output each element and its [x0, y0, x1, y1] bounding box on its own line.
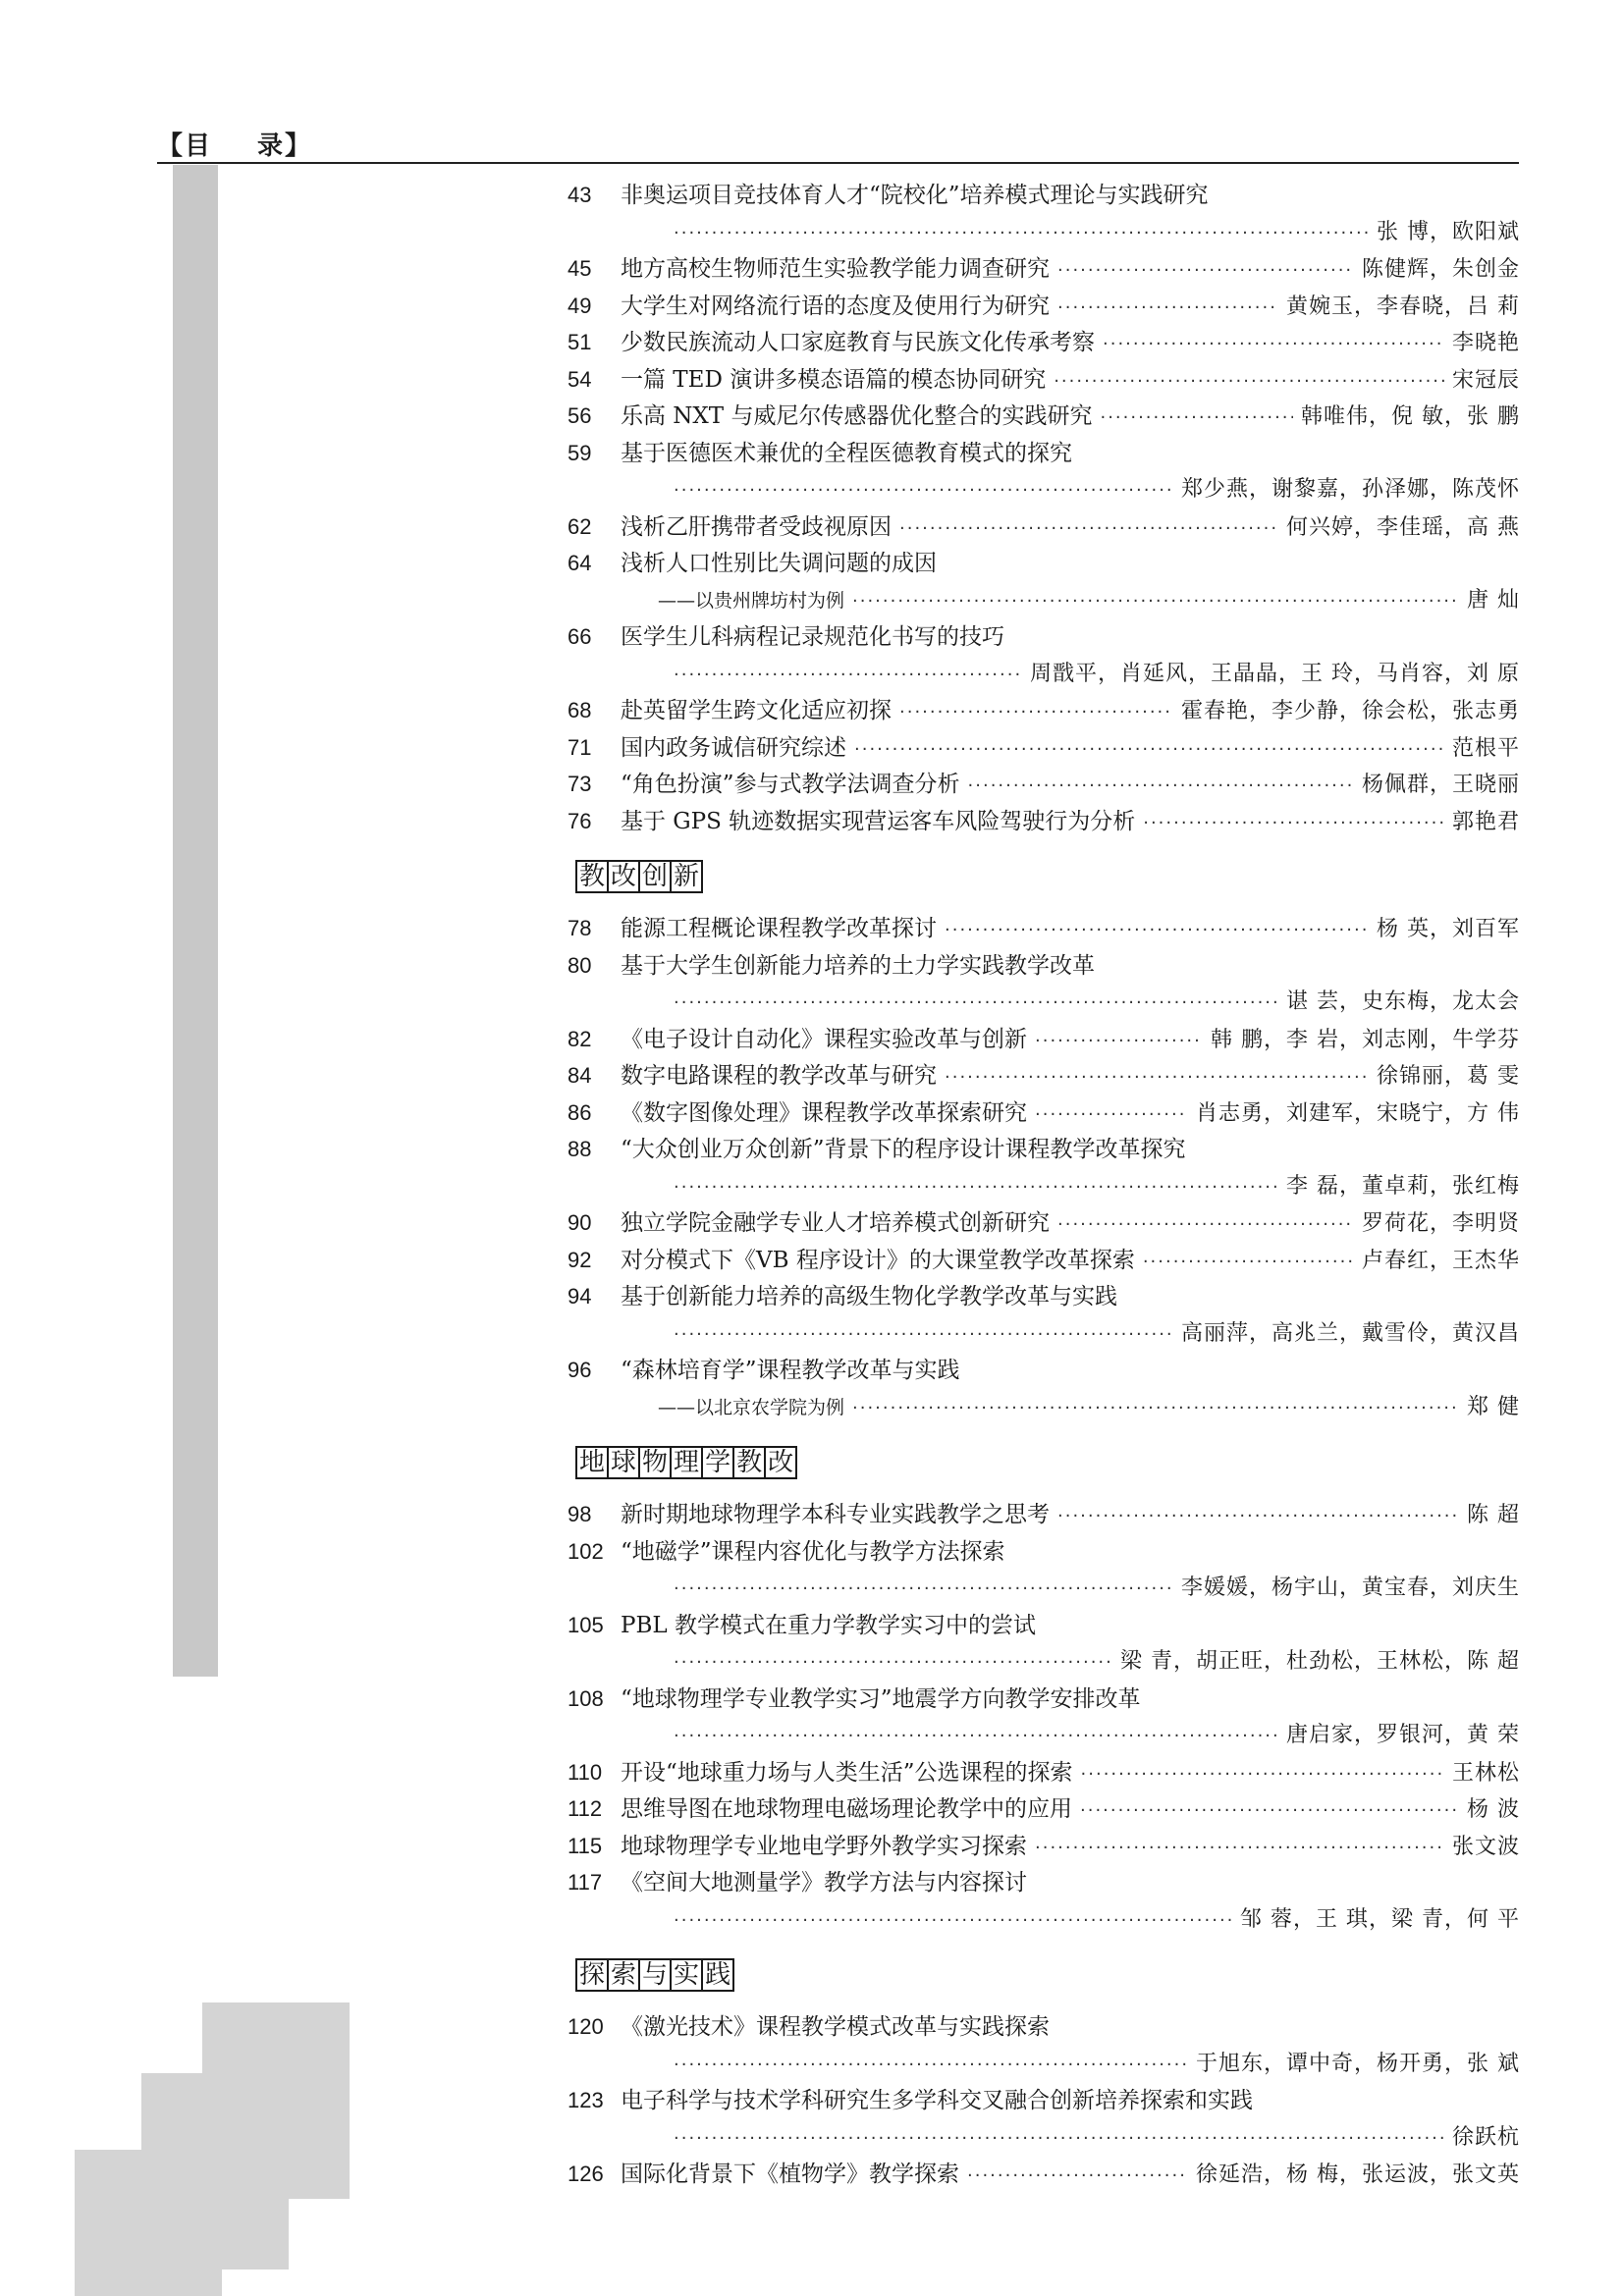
article-authors: 王林松 — [1451, 1760, 1520, 1786]
article-title: 少数民族流动人口家庭教育与民族文化传承考察 — [621, 330, 1095, 355]
article-authors: 郑少燕，谢黎嘉，孙泽娜，陈茂怀 — [1180, 477, 1520, 502]
article-authors: 何兴婷，李佳瑶，高 燕 — [1286, 514, 1520, 540]
page-number: 45 — [568, 256, 592, 281]
article-authors: 邹 蓉，王 琪，梁 青，何 平 — [1240, 1906, 1520, 1932]
toc-entry-title-line — [568, 1496, 1520, 1533]
article-authors: 徐锦丽，葛 雯 — [1377, 1064, 1520, 1089]
header-right-char: 录 — [257, 132, 286, 161]
toc-entry[interactable] — [568, 1204, 1520, 1242]
article-authors: 韩唯伟，倪 敏，张 鹏 — [1301, 404, 1520, 429]
toc-entry[interactable] — [568, 1533, 1520, 1607]
dot-leader — [967, 2158, 1188, 2195]
dot-leader — [1103, 326, 1444, 363]
toc-entry-title-line — [568, 1278, 1520, 1315]
article-authors: 杨佩群，王晓丽 — [1361, 773, 1520, 797]
toc-entry-title-line — [568, 1681, 1520, 1718]
toc-entry-title-line — [568, 2008, 1520, 2046]
article-title: 非奥运项目竞技体育人才“院校化”培养模式理论与实践研究 — [621, 183, 1209, 208]
page-number: 105 — [568, 1612, 604, 1637]
toc-entry[interactable] — [568, 2082, 1520, 2156]
toc-entry-author-line — [568, 214, 1520, 251]
section-heading-char: 物 — [638, 1446, 672, 1479]
page-number: 54 — [568, 366, 592, 392]
page-number: 66 — [568, 624, 592, 649]
toc-entry[interactable] — [568, 692, 1520, 729]
toc-entry-title-line — [568, 1204, 1520, 1242]
article-title: 《数字图像处理》课程教学改革探索研究 — [621, 1099, 1027, 1126]
toc-entry[interactable] — [568, 1607, 1520, 1681]
page-number: 94 — [568, 1284, 592, 1308]
article-authors: 杨 英，刘百军 — [1377, 917, 1520, 941]
dot-leader — [1035, 1023, 1203, 1060]
page-number: 73 — [568, 772, 592, 796]
page-number: 115 — [568, 1833, 603, 1858]
section-heading — [575, 1955, 1520, 1995]
article-title: 一篇 TED 演讲多模态语篇的模态协同研究 — [621, 366, 1047, 393]
page-number: 120 — [568, 2014, 604, 2039]
article-title: 能源工程概论课程教学改革探讨 — [621, 916, 937, 941]
article-authors: 郑 健 — [1467, 1394, 1520, 1419]
article-authors: 张 博，欧阳斌 — [1377, 219, 1520, 244]
article-title: 基于医德医术兼优的全程医德教育模式的探究 — [621, 440, 1072, 466]
article-title: “森林培育学”课程教学改革与实践 — [621, 1358, 960, 1383]
section-heading-char: 与 — [638, 1958, 672, 1992]
dot-leader — [1143, 1244, 1354, 1281]
toc-entry-author-line — [568, 471, 1520, 508]
dot-leader — [1057, 290, 1278, 327]
page-number: 90 — [568, 1210, 592, 1235]
page-number: 98 — [568, 1502, 592, 1526]
toc-entry-author-line — [568, 1717, 1520, 1754]
article-title: 独立学院金融学专业人才培养模式创新研究 — [621, 1210, 1050, 1236]
toc-entry-title-line — [568, 1607, 1520, 1644]
article-authors: 李晓艳 — [1451, 331, 1520, 355]
dot-leader — [674, 1169, 1278, 1206]
header-bracket-close: 】 — [285, 132, 313, 161]
dot-leader — [674, 985, 1278, 1022]
toc-entry-title-line — [568, 288, 1520, 325]
toc-entry-title-line — [568, 361, 1520, 399]
toc-entry[interactable] — [568, 1095, 1520, 1132]
toc-entry[interactable] — [568, 1352, 1520, 1425]
toc-entry-title-line — [568, 692, 1520, 729]
dot-leader — [899, 510, 1278, 548]
article-authors: 肖志勇，刘建军，宋晓宁，方 伟 — [1196, 1100, 1520, 1126]
toc-entry-title-line — [568, 1021, 1520, 1058]
header-bracket-open: 【 — [157, 132, 186, 161]
toc-entry[interactable] — [568, 766, 1520, 803]
toc-entry-title-line — [568, 435, 1520, 472]
toc-entry-title-line — [568, 1828, 1520, 1865]
toc-entry[interactable] — [568, 1790, 1520, 1828]
article-authors: 于旭东，谭中奇，杨开勇，张 斌 — [1196, 2051, 1520, 2076]
toc-entry[interactable] — [568, 1278, 1520, 1352]
page-number: 88 — [568, 1137, 592, 1161]
section-heading-char: 改 — [607, 860, 640, 893]
section-heading — [575, 857, 1520, 896]
article-title: 基于大学生创新能力培养的土力学实践教学改革 — [621, 952, 1095, 979]
article-title: PBL 教学模式在重力学教学实习中的尝试 — [621, 1612, 1036, 1638]
toc-entry[interactable] — [568, 910, 1520, 947]
page-number: 56 — [568, 403, 592, 428]
toc-entry-author-line — [568, 1643, 1520, 1681]
toc-entry[interactable] — [568, 1828, 1520, 1865]
page-number: 82 — [568, 1026, 592, 1051]
dot-leader — [1035, 1096, 1188, 1134]
article-authors: 李媛媛，杨宇山，黄宝春，刘庆生 — [1180, 1575, 1520, 1600]
dot-leader — [945, 1059, 1369, 1096]
toc-entry-title-line — [568, 177, 1520, 214]
dot-leader — [852, 1390, 1459, 1427]
dot-leader — [1100, 400, 1293, 437]
page-number: 110 — [568, 1759, 603, 1785]
sidebar-bar — [173, 165, 218, 1677]
toc-entry-title-line — [568, 1533, 1520, 1571]
section-heading-char: 理 — [670, 1446, 703, 1479]
toc-entry-title-line — [568, 766, 1520, 803]
section-heading-char: 地 — [575, 1446, 609, 1479]
page-number: 59 — [568, 440, 592, 465]
section-heading — [575, 1443, 1520, 1482]
article-title: 浅析人口性别比失调问题的成因 — [621, 551, 937, 576]
dot-leader — [674, 1316, 1173, 1354]
article-authors: 陈健辉，朱创金 — [1361, 257, 1520, 282]
section-heading-char: 球 — [607, 1446, 640, 1479]
toc-entry-title-line — [568, 1131, 1520, 1168]
toc-entry-title-line — [568, 324, 1520, 361]
article-title: 《激光技术》课程教学模式改革与实践探索 — [621, 2014, 1050, 2040]
section-heading-char: 学 — [701, 1446, 734, 1479]
section-heading-char: 索 — [607, 1958, 640, 1992]
toc-entry-title-line — [568, 545, 1520, 582]
article-title: 对分模式下《VB 程序设计》的大课堂教学改革探索 — [621, 1247, 1135, 1273]
article-title: 新时期地球物理学本科专业实践教学之思考 — [621, 1502, 1050, 1527]
article-title: 《电子设计自动化》课程实验改革与创新 — [621, 1026, 1027, 1052]
article-authors: 李 磊，董卓莉，张红梅 — [1286, 1173, 1520, 1199]
article-authors: 罗荷花，李明贤 — [1361, 1211, 1520, 1236]
toc-entry-title-line — [568, 1242, 1520, 1279]
toc-entry[interactable] — [568, 1057, 1520, 1095]
article-title: 医学生儿科病程记录规范化书写的技巧 — [621, 624, 1004, 650]
page-number: 102 — [568, 1538, 604, 1564]
toc-entry-author-line — [568, 1315, 1520, 1353]
dot-leader — [674, 1902, 1232, 1940]
toc-entry-title-line — [568, 618, 1520, 656]
page-number: 108 — [568, 1685, 604, 1711]
dot-leader — [1057, 1206, 1354, 1244]
toc-entry-author-line — [568, 1570, 1520, 1607]
article-authors: 杨 波 — [1467, 1797, 1520, 1822]
article-title: 数字电路课程的教学改革与研究 — [621, 1063, 937, 1089]
page-number: 117 — [568, 1870, 603, 1895]
toc-entry[interactable] — [568, 177, 1520, 250]
toc-entry-author-line — [568, 2119, 1520, 2157]
article-title: 开设“地球重力场与人类生活”公选课程的探索 — [621, 1759, 1073, 1786]
dot-leader — [899, 694, 1173, 731]
dot-leader — [1035, 1830, 1444, 1867]
page-number: 92 — [568, 1247, 592, 1272]
article-subtitle: ——以贵州牌坊村为例 — [658, 589, 845, 612]
toc-entry-author-line — [568, 656, 1520, 693]
article-title: 基于创新能力培养的高级生物化学教学改革与实践 — [621, 1284, 1117, 1309]
toc-entry[interactable] — [568, 1021, 1520, 1058]
dot-leader — [674, 472, 1173, 509]
article-title: 乐高 NXT 与威尼尔传感器优化整合的实践研究 — [621, 403, 1093, 429]
page-number: 71 — [568, 734, 592, 760]
toc-entry-title-line — [568, 250, 1520, 288]
toc-entry-title-line — [568, 2156, 1520, 2193]
section-heading-char: 实 — [670, 1958, 703, 1992]
page-number: 123 — [568, 2088, 604, 2112]
toc-entry[interactable] — [568, 729, 1520, 767]
toc-entry-author-line — [568, 1168, 1520, 1205]
toc-entry-title-line — [568, 1095, 1520, 1132]
dot-leader — [1143, 805, 1444, 842]
toc-entry[interactable] — [568, 250, 1520, 288]
article-authors: 梁 青，胡正旺，杜劲松，王林松，陈 超 — [1120, 1649, 1520, 1674]
page-number: 43 — [568, 183, 592, 207]
dot-leader — [674, 1644, 1112, 1682]
article-subtitle: ——以北京农学院为例 — [658, 1396, 845, 1418]
toc-entry[interactable] — [568, 324, 1520, 361]
deco-step-bottom — [75, 2150, 222, 2296]
toc-entry[interactable] — [568, 1754, 1520, 1791]
page-number: 78 — [568, 916, 592, 940]
page-number: 76 — [568, 808, 592, 833]
article-title: 地球物理学专业地电学野外教学实习探索 — [621, 1833, 1027, 1859]
section-heading-box — [575, 1958, 732, 1992]
page-number: 126 — [568, 2162, 604, 2186]
toc-entry[interactable] — [568, 361, 1520, 399]
toc-entry[interactable] — [568, 1242, 1520, 1279]
toc-entry[interactable] — [568, 2008, 1520, 2082]
article-title: 国内政务诚信研究综述 — [621, 734, 846, 761]
page-number: 96 — [568, 1358, 592, 1382]
dot-leader — [968, 768, 1354, 805]
toc-entry[interactable] — [568, 618, 1520, 692]
dot-leader — [674, 1571, 1173, 1608]
article-title: 《空间大地测量学》教学方法与内容探讨 — [621, 1870, 1027, 1896]
toc-entry-title-line — [568, 729, 1520, 767]
dot-leader — [945, 912, 1369, 949]
toc-entry[interactable] — [568, 1496, 1520, 1533]
article-title: 国际化背景下《植物学》教学探索 — [621, 2162, 959, 2187]
toc-entry[interactable] — [568, 1681, 1520, 1754]
toc-entry[interactable] — [568, 2156, 1520, 2193]
article-title: 大学生对网络流行语的态度及使用行为研究 — [621, 293, 1050, 319]
article-title: 思维导图在地球物理电磁场理论教学中的应用 — [621, 1796, 1072, 1822]
toc-entry-author-line — [568, 1389, 1520, 1426]
toc-entry[interactable] — [568, 545, 1520, 618]
page-number: 49 — [568, 293, 592, 318]
toc-entry-title-line — [568, 1754, 1520, 1791]
page-number: 86 — [568, 1099, 592, 1125]
toc-entry-title-line — [568, 1352, 1520, 1389]
section-heading-char: 教 — [575, 860, 609, 893]
page-number: 84 — [568, 1063, 592, 1088]
article-title: “大众创业万众创新”背景下的程序设计课程教学改革探究 — [621, 1137, 1186, 1162]
article-title: 浅析乙肝携带者受歧视原因 — [621, 513, 892, 540]
dot-leader — [1054, 363, 1444, 400]
toc-entry[interactable] — [568, 508, 1520, 546]
article-authors: 徐延浩，杨 梅，张运波，张文英 — [1196, 2163, 1520, 2187]
article-authors: 张文波 — [1451, 1834, 1520, 1859]
article-title: 地方高校生物师范生实验教学能力调查研究 — [621, 256, 1050, 282]
article-authors: 陈 超 — [1467, 1503, 1520, 1527]
page-number: 68 — [568, 698, 592, 722]
toc-entry[interactable] — [568, 1864, 1520, 1938]
toc-entry-title-line — [568, 398, 1520, 435]
article-authors: 黄婉玉，李春晓，吕 莉 — [1286, 294, 1520, 319]
header-rule — [157, 162, 1519, 164]
dot-leader — [854, 731, 1444, 769]
article-title: “地球物理学专业教学实习”地震学方向教学安排改革 — [621, 1685, 1141, 1712]
toc-entry-author-line — [568, 2046, 1520, 2083]
article-title: 赴英留学生跨文化适应初探 — [621, 698, 892, 723]
page-number: 51 — [568, 330, 592, 354]
table-of-contents — [568, 177, 1520, 2193]
section-heading-char: 创 — [638, 860, 672, 893]
dot-leader — [1057, 1498, 1459, 1535]
toc-entry[interactable] — [568, 947, 1520, 1021]
toc-entry[interactable] — [568, 1131, 1520, 1204]
article-title: 基于 GPS 轨迹数据实现营运客车风险驾驶行为分析 — [621, 808, 1136, 834]
article-authors: 郭艳君 — [1451, 809, 1520, 834]
article-authors: 范根平 — [1451, 735, 1520, 761]
toc-entry[interactable] — [568, 288, 1520, 325]
page-number: 80 — [568, 952, 592, 978]
section-heading-char: 探 — [575, 1958, 609, 1992]
toc-entry[interactable] — [568, 435, 1520, 508]
section-heading-char: 教 — [732, 1446, 766, 1479]
dot-leader — [674, 215, 1369, 252]
toc-entry-title-line — [568, 508, 1520, 546]
article-authors: 宋冠辰 — [1451, 367, 1520, 393]
toc-entry-author-line — [568, 1901, 1520, 1939]
article-authors: 高丽萍，高兆兰，戴雪伶，黄汉昌 — [1180, 1320, 1520, 1346]
article-authors: 周戬平，肖延风，王晶晶，王 玲，马肖容，刘 原 — [1030, 661, 1520, 686]
dot-leader — [674, 1718, 1278, 1755]
article-authors: 唐 灿 — [1467, 587, 1520, 613]
article-authors: 唐启家，罗银河，黄 荣 — [1286, 1723, 1520, 1747]
toc-header — [157, 126, 312, 162]
dot-leader — [852, 583, 1459, 620]
toc-entry-title-line — [568, 910, 1520, 947]
toc-entry-author-line — [568, 984, 1520, 1021]
toc-entry-title-line — [568, 947, 1520, 985]
section-heading-char: 新 — [670, 860, 703, 893]
dot-leader — [1081, 1756, 1444, 1793]
section-heading-char: 改 — [764, 1446, 797, 1479]
article-title: “地磁学”课程内容优化与教学方法探索 — [621, 1538, 1005, 1565]
dot-leader — [1080, 1792, 1459, 1830]
article-authors: 韩 鹏，李 岩，刘志刚，牛学芬 — [1211, 1027, 1520, 1052]
page-number: 64 — [568, 551, 592, 575]
dot-leader — [674, 2120, 1444, 2158]
toc-entry[interactable] — [568, 398, 1520, 435]
article-authors: 谌 芸，史东梅，龙太会 — [1286, 989, 1520, 1014]
article-authors: 卢春红，王杰华 — [1361, 1248, 1520, 1273]
article-title: “角色扮演”参与式教学法调查分析 — [621, 772, 960, 797]
header-left-char: 目 — [185, 132, 213, 161]
section-heading-box — [575, 1446, 795, 1479]
toc-entry[interactable] — [568, 803, 1520, 840]
page-number: 112 — [568, 1796, 603, 1821]
dot-leader — [1057, 252, 1354, 290]
article-authors: 霍春艳，李少静，徐会松，张志勇 — [1180, 699, 1520, 723]
section-heading-box — [575, 860, 701, 893]
toc-entry-title-line — [568, 803, 1520, 840]
section-heading-char: 践 — [701, 1958, 734, 1992]
article-authors: 徐跃杭 — [1451, 2124, 1520, 2150]
toc-entry-title-line — [568, 2082, 1520, 2119]
article-title: 电子科学与技术学科研究生多学科交叉融合创新培养探索和实践 — [621, 2088, 1253, 2113]
toc-entry-author-line — [568, 582, 1520, 619]
dot-leader — [674, 2047, 1188, 2084]
toc-entry-title-line — [568, 1790, 1520, 1828]
toc-entry-title-line — [568, 1864, 1520, 1901]
toc-entry-title-line — [568, 1057, 1520, 1095]
dot-leader — [674, 657, 1022, 694]
page-number: 62 — [568, 513, 592, 539]
